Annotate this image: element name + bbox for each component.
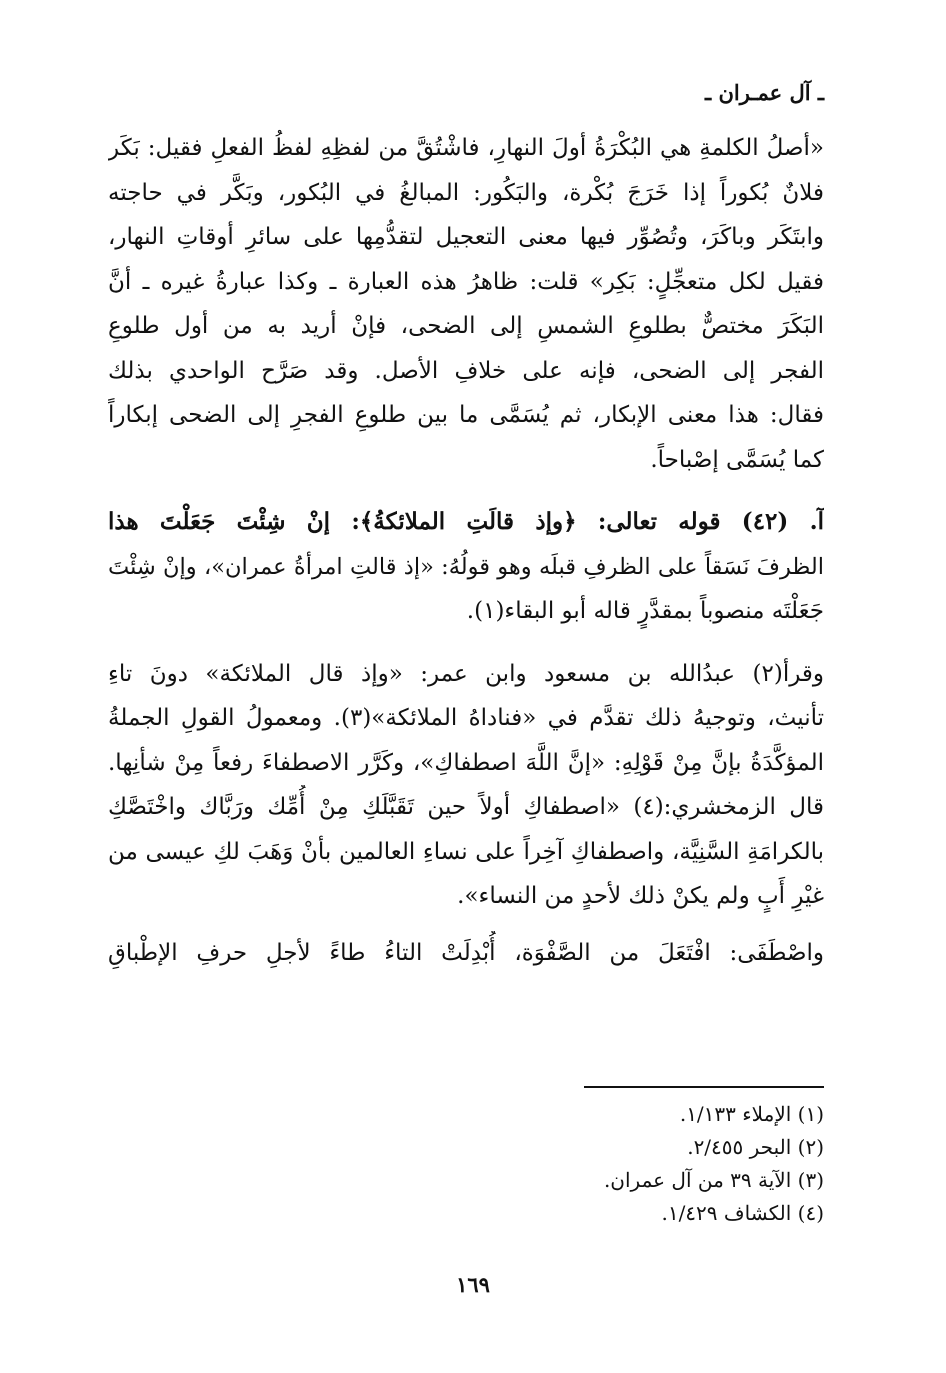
text-line: آ. (٤٢) قوله تعالى: ﴿وإذ قالَتِ الملائكةُ﴾: إنْ شِئْتَ جَعَلْتَ هذا — [108, 508, 824, 535]
running-header: ـ آل عمـران ـ — [705, 80, 824, 105]
text-line: كما يُسَمَّى إصْباحاً. — [650, 446, 824, 473]
text-line: المؤكَّدَةُ بإنَّ مِنْ قَوْلِهِ: «إنَّ اللَّهَ اصطفاكِ»، وكَرَّر الاصطفاءَ رفعاً مِنْ شأنِها. — [108, 749, 824, 776]
text-line: الفجر إلى الضحى، فإنه على خلافِ الأصل. وقد صَرَّح الواحدي بذلك — [108, 357, 824, 384]
text-line: وقرأ(٢) عبدُالله بن مسعود وابن عمر: «وإذ قال الملائكة» دونَ تاءِ — [108, 660, 824, 687]
main-text — [108, 126, 824, 975]
text-line: فلانٌ بُكوراً إذا خَرَجَ بُكْرة، والبَكُور: المبالغُ في البُكور، وبَكَّر في حاجته — [108, 179, 824, 206]
text-line: قال الزمخشري:(٤) «اصطفاكِ أولاً حين تَقَبَّلَكِ مِنْ أُمِّك ورَبَّاك واخْتَصَّكِ — [108, 794, 824, 820]
text-line: واصْطَفَى: افْتَعَلَ من الصَّفْوَة، أُبْدِلَتْ التاءُ طاءً لأجلِ حرفِ الإطْباقِ — [108, 939, 824, 966]
footnote: (٢) البحر ٢/٤٥٥. — [687, 1135, 824, 1159]
page-number: ١٦٩ — [456, 1272, 490, 1297]
paragraph-verse-42 — [108, 500, 824, 634]
footnotes — [108, 1098, 824, 1230]
text-line: فقال: هذا معنى الإبكار، ثم يُسَمَّى ما بين طلوعِ الفجرِ إلى الضحى إبكاراً — [108, 402, 824, 428]
text-line: وابتَكَر وباكَرَ، وتُصُوِّر فيها معنى التعجيل لتقدُّمِها على سائرِ أوقاتِ النهار، — [108, 224, 824, 250]
text-line: بالكرامَةِ السَّنِيَّة، واصطفاكِ آخِراً على نساءِ العالمين بأنْ وَهَبَ لكِ عيسى من — [108, 838, 824, 865]
text-line: «أصلُ الكلمةِ هي البُكْرَةُ أولَ النهارِ، فاشْتُقَّ من لفظِهِ لفظُ الفعلِ فقيل: بَكَر — [108, 135, 824, 161]
text-line: جَعَلْتَه منصوباً بمقدَّرٍ قاله أبو البقاء(١). — [466, 598, 824, 624]
text-line: الظرفَ نَسَقاً على الظرفِ قبلَه وهو قولُهُ: «إذ قالتِ امرأةُ عمران»، وإنْ شِئْتَ — [108, 553, 824, 580]
text-line: تأنيث، وتوجيهُ ذلك تقدَّم في «فناداهُ الملائكة»(٣). ومعمولُ القولِ الجملةُ — [108, 705, 824, 731]
footnote-separator — [584, 1086, 824, 1088]
footnote: (١) الإملاء ١/١٣٣. — [679, 1102, 824, 1126]
paragraph-bakr-meaning — [108, 126, 824, 482]
text-line: البَكَرَ مختصٌّ بطلوعِ الشمسِ إلى الضحى، فإنْ أريد به من أول طلوعِ — [108, 313, 824, 339]
text-line: فقيل لكل متعجِّلٍ: بَكِر» قلت: ظاهرُ هذه العبارة ـ وكذا عبارةُ غيره ـ أنَّ — [108, 268, 824, 295]
footnote: (٤) الكشاف ١/٤٢٩. — [661, 1201, 824, 1225]
paragraph-reading — [108, 652, 824, 919]
text-line: غيْرِ أَبٍ ولم يكنْ ذلك لأحدٍ من النساء». — [457, 883, 824, 909]
footnote: (٣) الآية ٣٩ من آل عمران. — [603, 1168, 824, 1192]
paragraph-istafa — [108, 931, 824, 976]
